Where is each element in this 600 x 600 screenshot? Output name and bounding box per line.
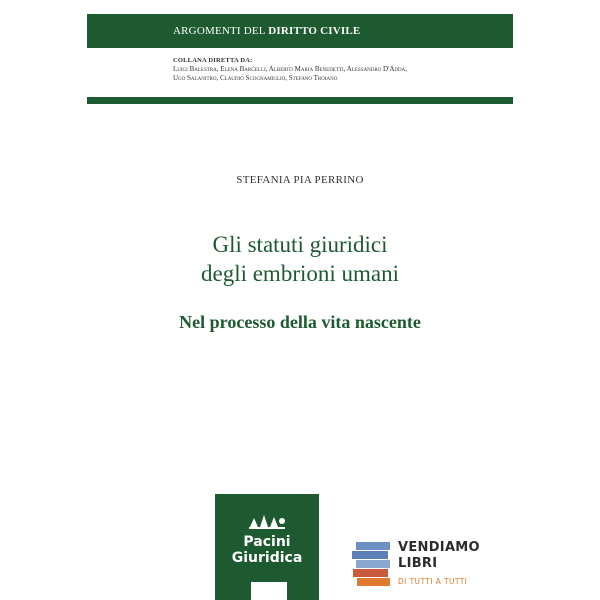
title-line-2: degli embrioni umani bbox=[200, 261, 399, 286]
editors-names-line2: Ugo Salanitro, Claudio Scognamiglio, Stefano Troiano bbox=[173, 74, 338, 82]
book-title bbox=[87, 230, 513, 288]
book-cover bbox=[87, 0, 513, 600]
publisher-block bbox=[215, 494, 319, 600]
divider-rule bbox=[87, 97, 513, 104]
pacini-emblem-icon bbox=[248, 513, 286, 534]
series-title bbox=[173, 25, 360, 37]
title-line-1: Gli statuti giuridici bbox=[212, 232, 388, 257]
watermark-logo bbox=[350, 536, 500, 596]
publisher-name-line2: Giuridica bbox=[231, 550, 303, 566]
editors-names-line1: Luigi Balestra, Elena Bargelli, Alberto Maria Benedetti, Alessandro D'Adda, bbox=[173, 65, 407, 73]
author-name: STEFANIA PIA PERRINO bbox=[236, 174, 364, 186]
series-editors bbox=[173, 56, 503, 83]
watermark-tagline: DI TUTTI A TUTTI bbox=[398, 577, 468, 586]
watermark-line2: LIBRI bbox=[398, 556, 438, 571]
watermark-line1: VENDIAMO bbox=[398, 540, 480, 555]
book-stack-icon bbox=[350, 542, 394, 593]
series-prefix: ARGOMENTI DEL bbox=[173, 25, 266, 37]
publisher-label-box bbox=[251, 582, 287, 600]
publisher-name-line1: Pacini bbox=[243, 534, 291, 550]
editors-label: COLLANA DIRETTA DA: bbox=[173, 57, 253, 64]
series-band bbox=[87, 14, 513, 48]
book-subtitle: Nel processo della vita nascente bbox=[179, 312, 421, 332]
series-name: DIRITTO CIVILE bbox=[268, 25, 361, 37]
